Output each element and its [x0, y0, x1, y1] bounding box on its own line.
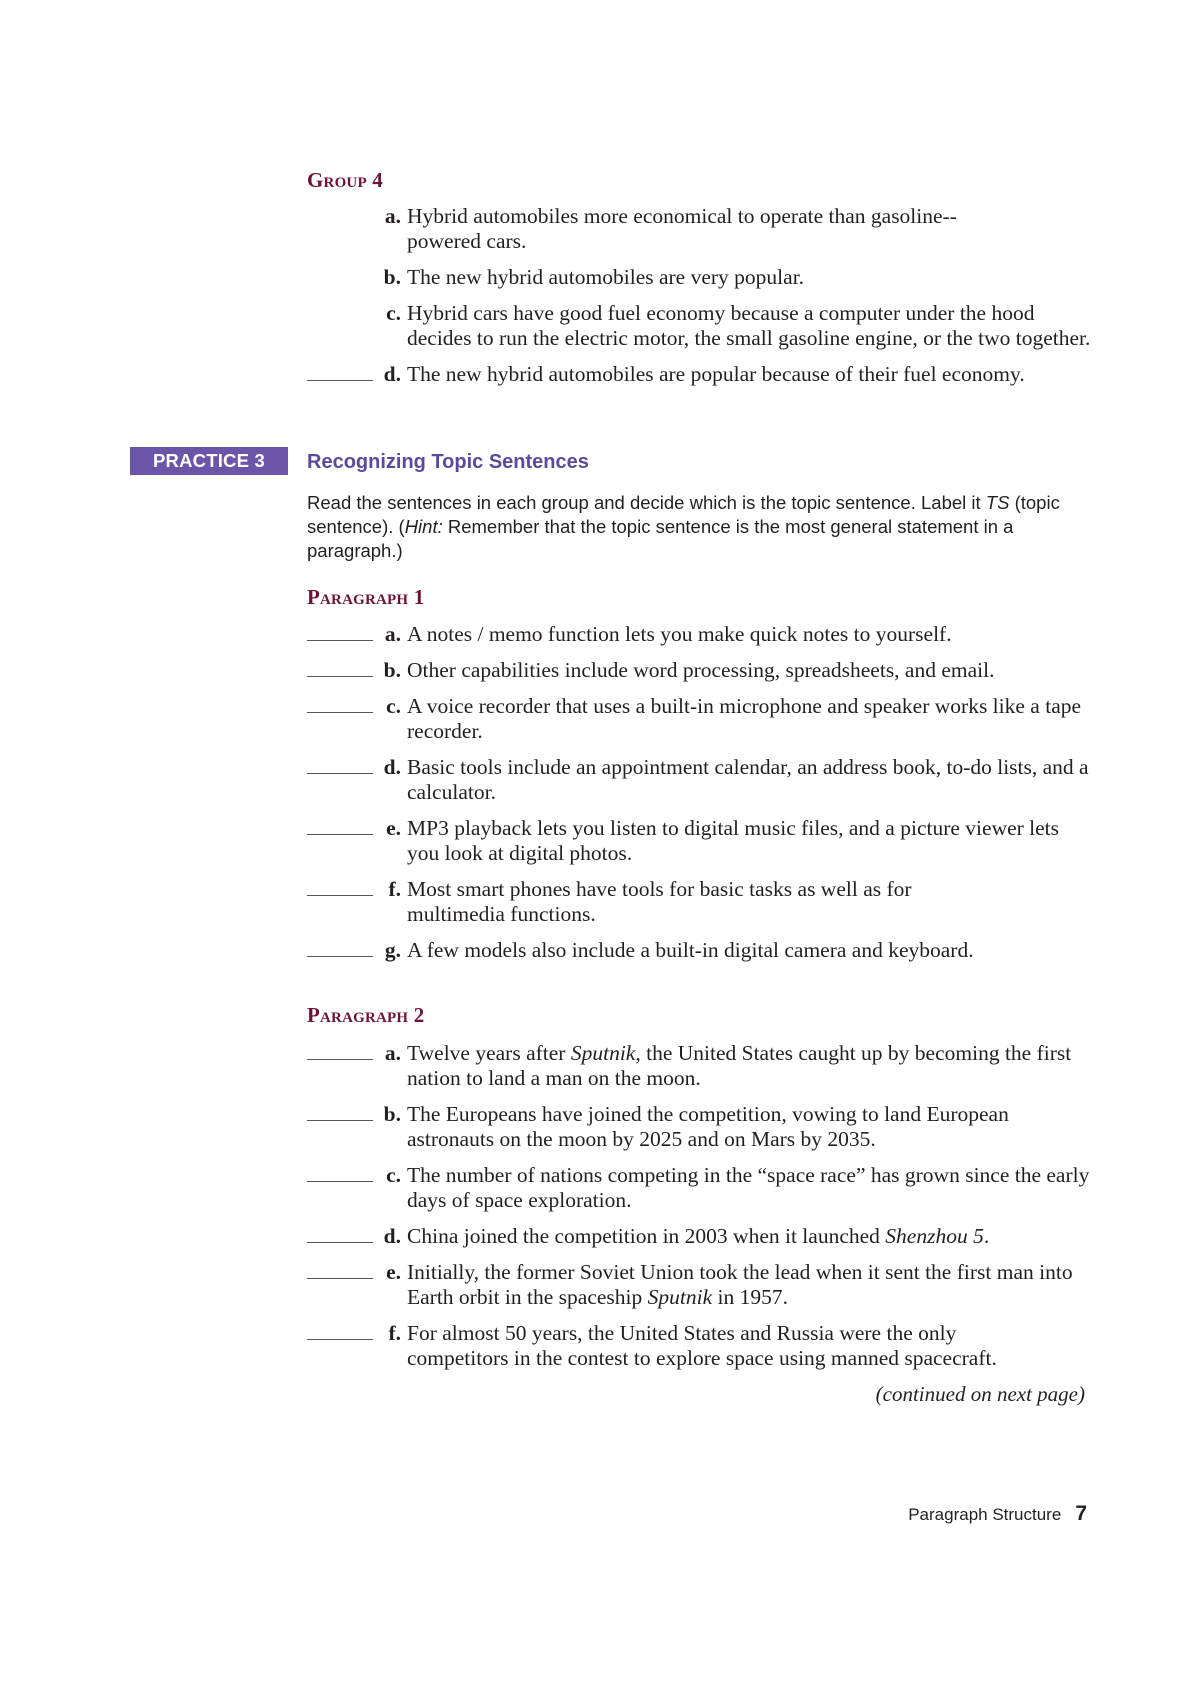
- item-text: A notes / memo function lets you make quick notes to yourself.: [407, 622, 952, 646]
- list-item: [307, 938, 1092, 963]
- answer-blank[interactable]: [307, 1120, 373, 1121]
- list-item: [307, 1041, 1092, 1091]
- item-label: d.: [383, 1224, 401, 1248]
- list-item: [307, 622, 1092, 647]
- italic-title: Shenzhou 5: [885, 1224, 984, 1248]
- item-label: f.: [388, 877, 401, 901]
- list-item: [307, 362, 1092, 387]
- chapter-title: Paragraph Structure: [908, 1505, 1062, 1524]
- list-item: [307, 301, 1092, 351]
- item-text: A voice recorder that uses a built-in microphone and speaker works like a tape recorder.: [407, 694, 1082, 743]
- item-label: g.: [384, 938, 401, 962]
- text-run: Twelve years after: [407, 1041, 571, 1065]
- instructions-text: (topic sentence). (: [307, 492, 1060, 537]
- answer-blank[interactable]: [307, 773, 373, 774]
- item-text: A few models also include a built-in digital camera and keyboard.: [407, 938, 974, 962]
- item-label: e.: [386, 816, 401, 840]
- item-label: b.: [383, 265, 401, 289]
- text-run: China joined the competition in 2003 when it launched: [407, 1224, 886, 1248]
- item-label: a.: [384, 622, 401, 646]
- item-text: MP3 playback lets you listen to digital music files, and a picture viewer lets you look at digital photos.: [407, 816, 1060, 865]
- instructions-ts: TS: [985, 492, 1010, 513]
- practice-badge: PRACTICE 3: [130, 447, 288, 475]
- item-label: e.: [386, 1260, 401, 1284]
- list-item: [307, 816, 1092, 866]
- item-label: a.: [384, 204, 401, 228]
- list-item: [307, 694, 1092, 744]
- item-label: b.: [383, 1102, 401, 1126]
- list-item: [307, 658, 1092, 683]
- text-run: For almost 50 years, the United States and Russia were the only competitors in the contest to explore space using manned spacecraft.: [407, 1321, 997, 1370]
- item-label: c.: [386, 694, 401, 718]
- continued-note: (continued on next page): [875, 1382, 1085, 1406]
- list-item: [307, 1260, 1092, 1310]
- answer-blank[interactable]: [307, 895, 373, 896]
- item-label: f.: [388, 1321, 401, 1345]
- paragraph-2-list: [307, 1041, 1092, 1382]
- instructions-text: Read the sentences in each group and decide which is the topic sentence. Label it: [307, 492, 986, 513]
- text-run: .: [983, 1224, 990, 1248]
- item-text: [407, 1321, 1047, 1371]
- answer-blank[interactable]: [307, 712, 373, 713]
- answer-blank[interactable]: [307, 834, 373, 835]
- list-item: [307, 1163, 1092, 1213]
- text-run: in 1957.: [712, 1285, 788, 1309]
- italic-title: Sputnik: [647, 1285, 713, 1309]
- list-item: [307, 1102, 1092, 1152]
- page-number: 7: [1075, 1502, 1087, 1525]
- text-run: , the United States caught up by becoming the first nation to land a man on the moon.: [407, 1041, 1072, 1090]
- answer-blank[interactable]: [307, 640, 373, 641]
- text-run: Initially, the former Soviet Union took the lead when it sent the first man into Earth orbit in the spaceship: [407, 1260, 1073, 1309]
- answer-blank[interactable]: [307, 956, 373, 957]
- list-item: [307, 1224, 1092, 1249]
- instructions: [307, 491, 1067, 563]
- item-label: b.: [383, 658, 401, 682]
- text-run: The Europeans have joined the competition, vowing to land European astronauts on the moon by 2025 and on Mars by 2035.: [407, 1102, 1009, 1151]
- instructions-hint: Hint:: [404, 516, 443, 537]
- list-item: [307, 755, 1092, 805]
- item-label: a.: [384, 1041, 401, 1065]
- item-label: d.: [383, 362, 401, 386]
- item-text: [407, 1041, 1092, 1091]
- instructions-text: Remember that the topic sentence is the most general statement in a paragraph.): [307, 516, 1014, 561]
- group-4-heading: Group 4: [307, 168, 383, 192]
- item-text: [407, 1224, 1092, 1249]
- item-label: c.: [386, 1163, 401, 1187]
- answer-blank[interactable]: [307, 1242, 373, 1243]
- answer-blank[interactable]: [307, 1059, 373, 1060]
- item-text: [407, 1163, 1092, 1213]
- list-item: [307, 877, 1092, 927]
- practice-title: Recognizing Topic Sentences: [307, 451, 589, 473]
- item-text: [407, 1102, 1057, 1152]
- item-label: c.: [386, 301, 401, 325]
- item-text: Basic tools include an appointment calendar, an address book, to-do lists, and a calculator.: [407, 755, 1089, 804]
- answer-blank[interactable]: [307, 1278, 373, 1279]
- list-item: [307, 1321, 1092, 1371]
- item-text: Other capabilities include word processing, spreadsheets, and email.: [407, 658, 995, 682]
- item-text: The new hybrid automobiles are popular because of their fuel economy.: [407, 362, 1025, 386]
- answer-blank[interactable]: [307, 1181, 373, 1182]
- paragraph-1-heading: Paragraph 1: [307, 585, 425, 609]
- item-text: Most smart phones have tools for basic tasks as well as for multimedia functions.: [407, 877, 912, 926]
- group-4-list: [307, 204, 1092, 398]
- list-item: [307, 265, 1092, 290]
- paragraph-1-list: [307, 622, 1092, 974]
- paragraph-2-heading: Paragraph 2: [307, 1003, 425, 1027]
- list-item: [307, 204, 1092, 254]
- text-run: The number of nations competing in the “space race” has grown since the early days of space exploration.: [407, 1163, 1090, 1212]
- item-text: Hybrid cars have good fuel economy because a computer under the hood decides to run the electric motor, the small gasoline engine, or the two together.: [407, 301, 1091, 350]
- page-footer: [908, 1502, 1087, 1526]
- answer-blank[interactable]: [307, 1339, 373, 1340]
- item-text: Hybrid automobiles more economical to operate than gasoline-powered cars.: [407, 204, 957, 253]
- answer-blank[interactable]: [307, 380, 373, 381]
- answer-blank[interactable]: [307, 676, 373, 677]
- item-text: [407, 1260, 1092, 1310]
- item-text: The new hybrid automobiles are very popular.: [407, 265, 805, 289]
- italic-title: Sputnik: [570, 1041, 636, 1065]
- item-label: d.: [383, 755, 401, 779]
